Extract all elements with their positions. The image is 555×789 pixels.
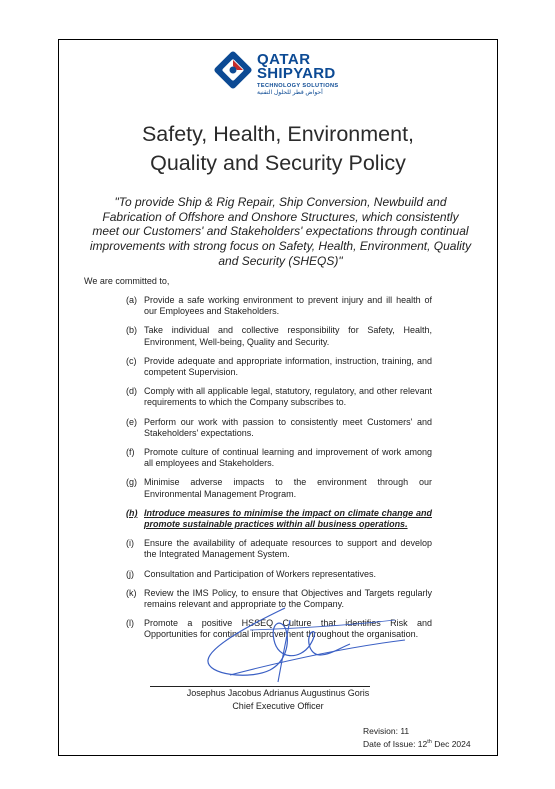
item-text: Provide adequate and appropriate information, instruction, training, and competent Supervision. <box>144 355 432 378</box>
commitments-list <box>126 295 432 649</box>
item-label: (g) <box>126 477 137 488</box>
list-item <box>126 325 432 347</box>
item-text: Take individual and collective responsibility for Safety, Health, Environment, Well-being, Quality and Security. <box>144 325 432 347</box>
item-label: (l) <box>126 618 134 629</box>
logo-arabic-tagline: أحواض قطر للحلول التقنية <box>257 90 323 96</box>
item-text: Review the IMS Policy, to ensure that Objectives and Targets regularly remains relevant and appropriate to the Company. <box>144 587 432 610</box>
item-text: Consultation and Participation of Workers representatives. <box>144 568 376 579</box>
item-text: Ensure the availability of adequate resources to support and develop the Integrated Management System. <box>144 538 432 560</box>
list-item <box>126 477 432 499</box>
handwritten-signature <box>190 600 410 690</box>
list-item <box>126 295 432 317</box>
list-item <box>126 356 432 378</box>
logo-tagline: TECHNOLOGY SOLUTIONS <box>257 83 339 89</box>
list-item-highlighted <box>126 508 432 530</box>
logo-mark-icon <box>213 50 253 90</box>
committed-intro: We are committed to, <box>84 276 170 286</box>
logo-text-qatar: QATAR <box>257 51 311 68</box>
item-label: (k) <box>126 587 137 598</box>
item-text: Provide a safe working environment to prevent injury and ill health of our Employees and Stakeholders. <box>144 295 432 317</box>
item-text: Promote culture of continual learning and improvement of work among all employees and Stakeholders. <box>144 447 432 469</box>
list-item <box>126 538 432 560</box>
item-text: Promote a positive HSSEQ Culture that identifies Risk and Opportunities for continual improvement throughout the organisation. <box>144 618 432 640</box>
item-label: (f) <box>126 447 135 458</box>
company-logo <box>213 50 353 102</box>
list-item <box>126 447 432 469</box>
signatory-name: Josephus Jacobus Adrianus Augustinus Goris <box>186 688 370 698</box>
policy-title-line-1: Safety, Health, Environment, <box>141 122 415 146</box>
item-text: Introduce measures to minimise the impact on climate change and promote sustainable practices within all business operations. <box>144 507 432 530</box>
item-text: Minimise adverse impacts to the environment through our Environmental Management Program. <box>144 477 432 499</box>
issue-date-month-year: Dec 2024 <box>431 738 471 749</box>
list-item <box>126 569 432 580</box>
item-label: (h) <box>126 507 138 518</box>
item-text: Perform our work with passion to consistently meet Customers' and Stakeholders' expectations. <box>144 416 432 438</box>
item-label: (i) <box>126 538 134 549</box>
item-label: (d) <box>126 386 137 397</box>
list-item <box>126 386 432 408</box>
issue-date-suffix-ordinal: th <box>427 738 432 745</box>
signatory-role: Chief Executive Officer <box>232 701 324 711</box>
signature-line <box>150 686 370 687</box>
policy-title-line-2: Quality and Security Policy <box>150 151 406 175</box>
item-label: (c) <box>126 355 137 366</box>
item-label: (b) <box>126 325 137 336</box>
issue-date-prefix: Date of Issue: 12 <box>363 738 428 749</box>
revision-block <box>363 726 471 749</box>
item-label: (a) <box>126 295 137 305</box>
list-item <box>126 417 432 439</box>
mission-statement: "To provide Ship & Rig Repair, Ship Conversion, Newbuild and Fabrication of Offshore and Onshore Structures, which consistently meet our Customers' and Stakeholders' expectations through continual improvements with strong focus on Safety, Health, Environment, Quality and Security (SHEQS)" <box>89 195 472 268</box>
item-label: (e) <box>126 416 137 427</box>
logo-text-shipyard: SHIPYARD <box>257 65 336 82</box>
item-label: (j) <box>126 568 134 579</box>
item-text: Comply with all applicable legal, statutory, regulatory, and other relevant requirements to which the Company subscribes to. <box>144 386 432 408</box>
revision-number: Revision: 11 <box>363 726 410 736</box>
issue-date <box>363 737 471 749</box>
